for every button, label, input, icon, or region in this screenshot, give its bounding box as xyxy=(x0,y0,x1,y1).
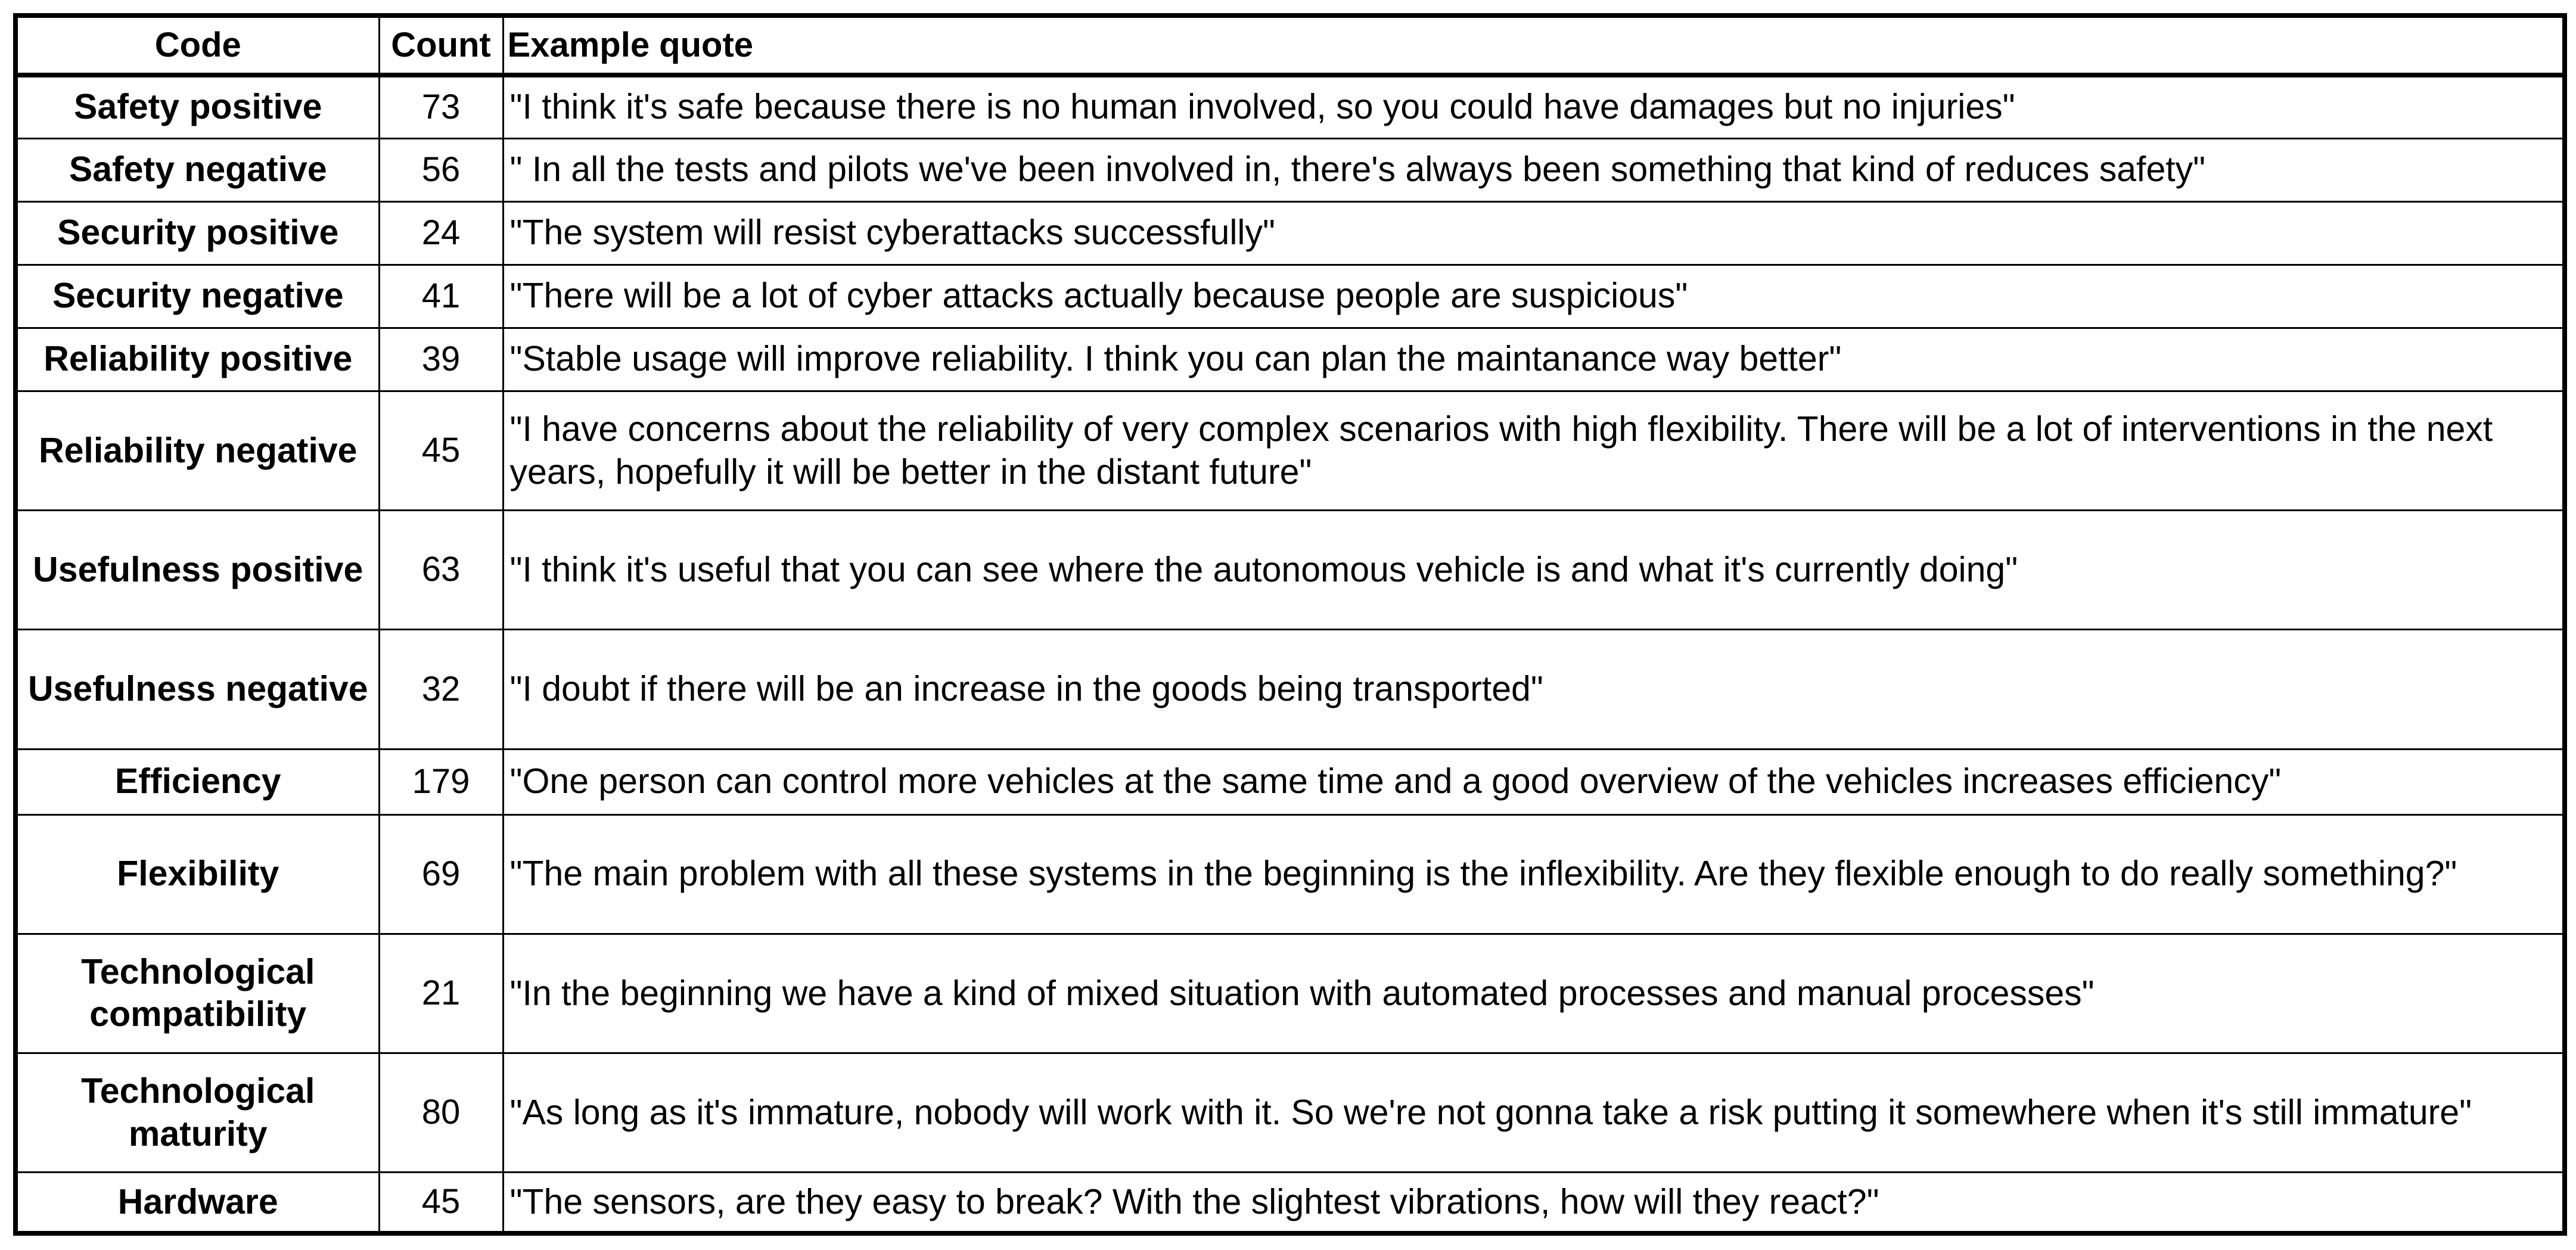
quote-cell xyxy=(503,1173,2565,1233)
table-row xyxy=(15,201,2565,265)
table-row xyxy=(15,138,2565,201)
code-cell: Flexibility xyxy=(15,814,379,934)
count-cell: 45 xyxy=(379,391,503,510)
code-cell: Technological maturity xyxy=(15,1053,379,1173)
table-row xyxy=(15,391,2565,510)
count-cell: 39 xyxy=(379,328,503,391)
count-cell: 73 xyxy=(379,75,503,138)
table-row xyxy=(15,749,2565,814)
quote-text: "As long as it's immature, nobody will work with it. So we're not gonna take a risk putting it somewhere when it's still immature" xyxy=(509,1092,2472,1132)
code-cell: Safety positive xyxy=(15,75,379,138)
count-cell: 63 xyxy=(379,511,503,630)
quote-cell xyxy=(503,630,2565,749)
quote-cell xyxy=(503,391,2565,510)
count-cell: 32 xyxy=(379,630,503,749)
codes-table xyxy=(13,13,2567,1236)
code-cell: Security positive xyxy=(15,201,379,265)
quote-text: "There will be a lot of cyber attacks actually because people are suspicious" xyxy=(509,276,1688,316)
code-cell: Security negative xyxy=(15,265,379,328)
count-cell: 179 xyxy=(379,749,503,814)
table-row xyxy=(15,265,2565,328)
code-cell: Reliability negative xyxy=(15,391,379,510)
quote-cell xyxy=(503,814,2565,934)
code-cell: Hardware xyxy=(15,1173,379,1233)
quote-text: "I doubt if there will be an increase in the goods being transported" xyxy=(509,668,1543,708)
table-row xyxy=(15,814,2565,934)
count-cell: 80 xyxy=(379,1053,503,1173)
code-cell: Usefulness positive xyxy=(15,511,379,630)
header-code: Code xyxy=(15,15,379,75)
table-row xyxy=(15,328,2565,391)
table-row xyxy=(15,934,2565,1053)
quote-text: "I think it's useful that you can see where the autonomous vehicle is and what it's currently doing" xyxy=(509,549,2018,589)
quote-text: "Stable usage will improve reliability. I think you can plan the maintanance way better" xyxy=(509,339,1842,379)
header-count: Count xyxy=(379,15,503,75)
quote-text: "The system will resist cyberattacks successfully" xyxy=(509,213,1275,253)
quote-cell xyxy=(503,328,2565,391)
table-row xyxy=(15,511,2565,630)
table-row xyxy=(15,1053,2565,1173)
quote-text: "One person can control more vehicles at the same time and a good overview of the vehicles increases efficiency" xyxy=(509,761,2282,801)
table-row xyxy=(15,75,2565,138)
count-cell: 45 xyxy=(379,1173,503,1233)
quote-cell xyxy=(503,201,2565,265)
code-cell: Reliability positive xyxy=(15,328,379,391)
count-cell: 21 xyxy=(379,934,503,1053)
quote-cell xyxy=(503,749,2565,814)
quote-cell xyxy=(503,75,2565,138)
code-cell: Usefulness negative xyxy=(15,630,379,749)
quote-cell xyxy=(503,1053,2565,1173)
quote-cell xyxy=(503,511,2565,630)
count-cell: 41 xyxy=(379,265,503,328)
table-row xyxy=(15,1173,2565,1233)
quote-cell xyxy=(503,934,2565,1053)
quote-text: "In the beginning we have a kind of mixed situation with automated processes and manual processes" xyxy=(509,973,2095,1013)
quote-text: " In all the tests and pilots we've been involved in, there's always been something that kind of reduces safety" xyxy=(509,150,2206,189)
table-container xyxy=(13,13,2562,1236)
code-cell: Efficiency xyxy=(15,749,379,814)
count-cell: 24 xyxy=(379,201,503,265)
quote-text: "I have concerns about the reliability of very complex scenarios with high flexibility. There will be a lot of interventions in the next years, hopefully it will be better in the distant future" xyxy=(509,409,2503,492)
count-cell: 56 xyxy=(379,138,503,201)
count-cell: 69 xyxy=(379,814,503,934)
quote-text: "I think it's safe because there is no human involved, so you could have damages but no injuries" xyxy=(509,87,2015,127)
header-quote: Example quote xyxy=(503,15,2565,75)
quote-cell xyxy=(503,138,2565,201)
code-cell: Safety negative xyxy=(15,138,379,201)
code-cell: Technological compatibility xyxy=(15,934,379,1053)
quote-text: "The main problem with all these systems in the beginning is the inflexibility. Are they flexible enough to do really something?" xyxy=(509,854,2457,894)
header-row xyxy=(15,15,2565,75)
quote-text: "The sensors, are they easy to break? With the slightest vibrations, how will they react?" xyxy=(509,1181,1879,1221)
quote-cell xyxy=(503,265,2565,328)
table-row xyxy=(15,630,2565,749)
